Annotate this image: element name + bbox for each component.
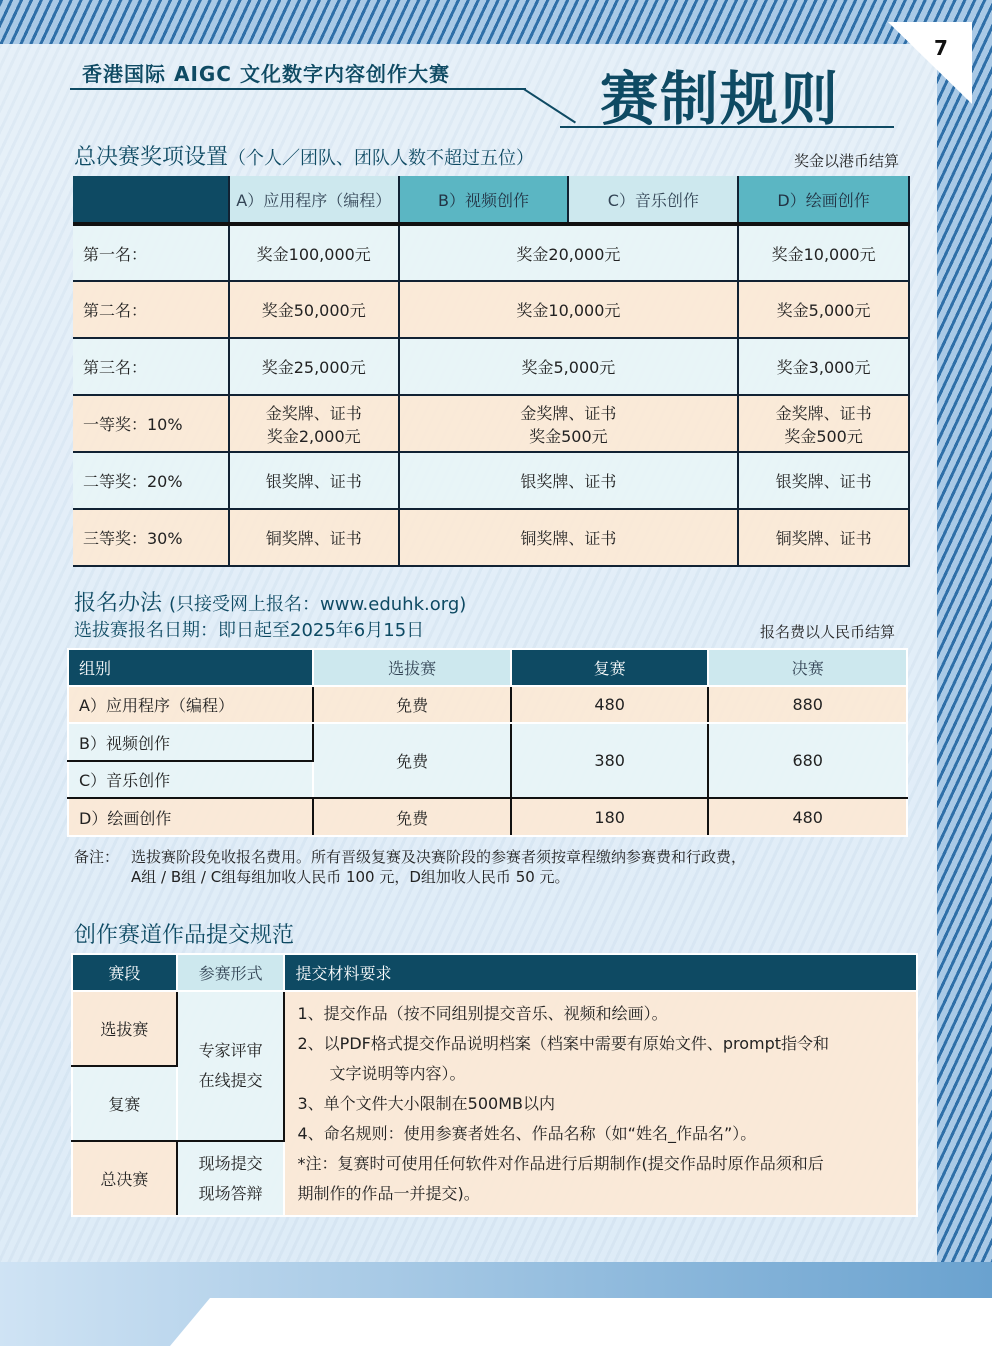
col-header: 选拔赛 bbox=[313, 649, 510, 686]
col-header: 提交材料要求 bbox=[284, 954, 917, 991]
table-row bbox=[73, 281, 909, 338]
cell: 奖金10,000元 bbox=[738, 224, 909, 281]
awards-table bbox=[73, 176, 910, 567]
stage-cell: 总决赛 bbox=[72, 1141, 177, 1216]
cell: 奖金20,000元 bbox=[399, 224, 739, 281]
table-row bbox=[68, 798, 907, 836]
form-line: 在线提交 bbox=[198, 1071, 263, 1090]
form-line: 现场提交 bbox=[198, 1153, 263, 1173]
registration-heading bbox=[74, 586, 466, 617]
cell bbox=[399, 395, 739, 452]
form-cell bbox=[177, 1141, 285, 1216]
table-row bbox=[73, 452, 909, 509]
cell: 免费 bbox=[313, 723, 510, 798]
fee-note-line: A组 / B组 / C组每组加收人民币 100 元，D组加收人民币 50 元。 bbox=[131, 868, 570, 886]
fee-note-line: 选拔赛阶段免收报名费用。所有晋级复赛及决赛阶段的参赛者须按章程缴纳参赛费和行政费， bbox=[131, 848, 747, 866]
table-row bbox=[73, 224, 909, 281]
cell: A）应用程序（编程） bbox=[68, 686, 313, 723]
requirement-line: 期制作的作品一并提交)。 bbox=[297, 1183, 480, 1203]
cell: 奖金3,000元 bbox=[738, 338, 909, 395]
requirement-line: 4、命名规则：使用参赛者姓名、作品名称（如“姓名_作品名”）。 bbox=[297, 1123, 757, 1143]
table-row bbox=[73, 338, 909, 395]
awards-heading bbox=[74, 140, 534, 171]
table-row bbox=[68, 686, 907, 723]
table-row bbox=[68, 723, 907, 761]
cell: 奖金100,000元 bbox=[229, 224, 399, 281]
requirement-line: 2、以PDF格式提交作品说明档案（档案中需要有原始文件、prompt指令和 bbox=[297, 1033, 830, 1053]
form-cell bbox=[177, 991, 285, 1141]
stage-cell: 选拔赛 bbox=[72, 991, 177, 1066]
cell: 铜奖牌、证书 bbox=[738, 509, 909, 566]
awards-heading-note: （个人／团队、团队人数不超过五位） bbox=[228, 148, 535, 169]
cell: B）视频创作 bbox=[68, 723, 313, 761]
cell: 680 bbox=[708, 723, 907, 798]
col-header: 组别 bbox=[68, 649, 313, 686]
requirement-line: 1、提交作品（按不同组别提交音乐、视频和绘画）。 bbox=[297, 1003, 668, 1023]
cell-line: 奖金500元 bbox=[784, 426, 863, 446]
header-blank bbox=[73, 176, 229, 224]
cell bbox=[229, 395, 399, 452]
registration-link-note: (只接受网上报名：www.eduhk.org) bbox=[169, 594, 467, 615]
footer-corner bbox=[170, 1298, 992, 1346]
requirements-cell bbox=[284, 991, 917, 1216]
table-row bbox=[73, 509, 909, 566]
row-label: 第三名： bbox=[73, 338, 229, 395]
fee-note-label: 备注： bbox=[74, 848, 120, 866]
registration-currency-note: 报名费以人民币结算 bbox=[760, 623, 896, 641]
cell: 免费 bbox=[313, 798, 510, 836]
cell: 880 bbox=[708, 686, 907, 723]
cell: 银奖牌、证书 bbox=[738, 452, 909, 509]
col-header: A）应用程序（编程） bbox=[229, 176, 399, 224]
row-label: 三等奖：30% bbox=[73, 509, 229, 566]
cell: 奖金5,000元 bbox=[738, 281, 909, 338]
awards-heading-text: 总决赛奖项设置 bbox=[74, 145, 229, 170]
col-header: 参赛形式 bbox=[177, 954, 285, 991]
cell: 奖金5,000元 bbox=[399, 338, 739, 395]
divider bbox=[70, 88, 526, 90]
cell-line: 金奖牌、证书 bbox=[520, 403, 617, 423]
form-line: 现场答辩 bbox=[198, 1183, 263, 1203]
requirement-line: 3、单个文件大小限制在500MB以内 bbox=[297, 1093, 555, 1113]
cell: 免费 bbox=[313, 686, 510, 723]
registration-heading-text: 报名办法 bbox=[74, 591, 163, 616]
cell: 180 bbox=[511, 798, 709, 836]
cell-line: 金奖牌、证书 bbox=[775, 403, 872, 423]
stage-cell: 复赛 bbox=[72, 1066, 177, 1141]
form-line: 专家评审 bbox=[198, 1041, 263, 1060]
awards-currency-note: 奖金以港币结算 bbox=[794, 152, 900, 170]
col-header: C）音乐创作 bbox=[568, 176, 738, 224]
table-row bbox=[73, 395, 909, 452]
row-label: 第一名： bbox=[73, 224, 229, 281]
page-title: 赛制规则 bbox=[600, 65, 841, 133]
requirement-line: 文字说明等内容）。 bbox=[329, 1063, 466, 1083]
brand-title: 香港国际 AIGC 文化数字内容创作大赛 bbox=[82, 62, 450, 86]
cell: 铜奖牌、证书 bbox=[229, 509, 399, 566]
cell: 银奖牌、证书 bbox=[399, 452, 739, 509]
submission-heading: 创作赛道作品提交规范 bbox=[74, 923, 295, 948]
col-header: 决赛 bbox=[708, 649, 907, 686]
page-number: 7 bbox=[934, 36, 948, 60]
cell: 480 bbox=[511, 686, 709, 723]
row-label: 二等奖：20% bbox=[73, 452, 229, 509]
cell: 480 bbox=[708, 798, 907, 836]
cell: 380 bbox=[511, 723, 709, 798]
requirement-line: *注：复赛时可使用任何软件对作品进行后期制作(提交作品时原作品须和后 bbox=[297, 1153, 824, 1173]
cell-line: 金奖牌、证书 bbox=[265, 403, 362, 423]
cell: 奖金50,000元 bbox=[229, 281, 399, 338]
row-label: 一等奖：10% bbox=[73, 395, 229, 452]
cell: 铜奖牌、证书 bbox=[399, 509, 739, 566]
col-header: 赛段 bbox=[72, 954, 177, 991]
col-header: D）绘画创作 bbox=[738, 176, 909, 224]
cell: C）音乐创作 bbox=[68, 761, 313, 798]
col-header: 复赛 bbox=[511, 649, 709, 686]
submission-table bbox=[71, 953, 918, 1217]
cell: 奖金10,000元 bbox=[399, 281, 739, 338]
cell-line: 奖金2,000元 bbox=[266, 426, 361, 446]
fee-table bbox=[67, 648, 908, 837]
cell-line: 奖金500元 bbox=[529, 426, 608, 446]
cell: 奖金25,000元 bbox=[229, 338, 399, 395]
registration-date: 选拔赛报名日期：即日起至2025年6月15日 bbox=[74, 620, 425, 641]
row-label: 第二名： bbox=[73, 281, 229, 338]
col-header: B）视频创作 bbox=[399, 176, 569, 224]
cell bbox=[738, 395, 909, 452]
cell: 银奖牌、证书 bbox=[229, 452, 399, 509]
cell: D）绘画创作 bbox=[68, 798, 313, 836]
